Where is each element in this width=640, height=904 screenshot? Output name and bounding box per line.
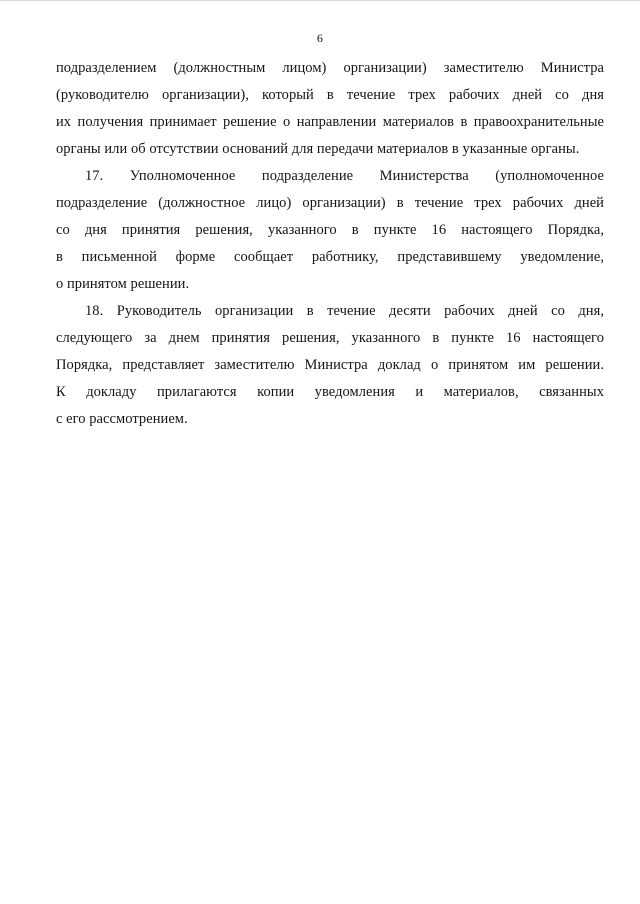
text-line: в письменной форме сообщает работнику, представившему уведомление, [56, 249, 604, 265]
text-line: с его рассмотрением. [56, 411, 188, 427]
text-line: их получения принимает решение о направлении материалов в правоохранительные [56, 114, 604, 130]
text-line: К докладу прилагаются копии уведомления и материалов, связанных [56, 384, 604, 400]
text-line: органы или об отсутствии оснований для передачи материалов в указанные органы. [56, 141, 580, 157]
text-line: 18. Руководитель организации в течение десяти рабочих дней со дня, [85, 303, 604, 319]
page-number: 6 [316, 31, 324, 45]
text-line: подразделением (должностным лицом) организации) заместителю Министра [56, 60, 604, 76]
text-line: о принятом решении. [56, 276, 190, 292]
text-line: следующего за днем принятия решения, указанного в пункте 16 настоящего [56, 330, 604, 346]
page-top-edge [0, 0, 640, 1]
paragraph [56, 163, 604, 298]
text-line: со дня принятия решения, указанного в пункте 16 настоящего Порядка, [56, 222, 604, 238]
paragraph [56, 298, 604, 433]
document-body [56, 55, 604, 433]
text-line: 17. Уполномоченное подразделение Министерства (уполномоченное [85, 168, 604, 184]
paragraph [56, 55, 604, 163]
text-line: (руководителю организации), который в течение трех рабочих дней со дня [56, 87, 604, 103]
text-line: Порядка, представляет заместителю Министра доклад о принятом им решении. [56, 357, 604, 373]
text-line: подразделение (должностное лицо) организации) в течение трех рабочих дней [56, 195, 604, 211]
